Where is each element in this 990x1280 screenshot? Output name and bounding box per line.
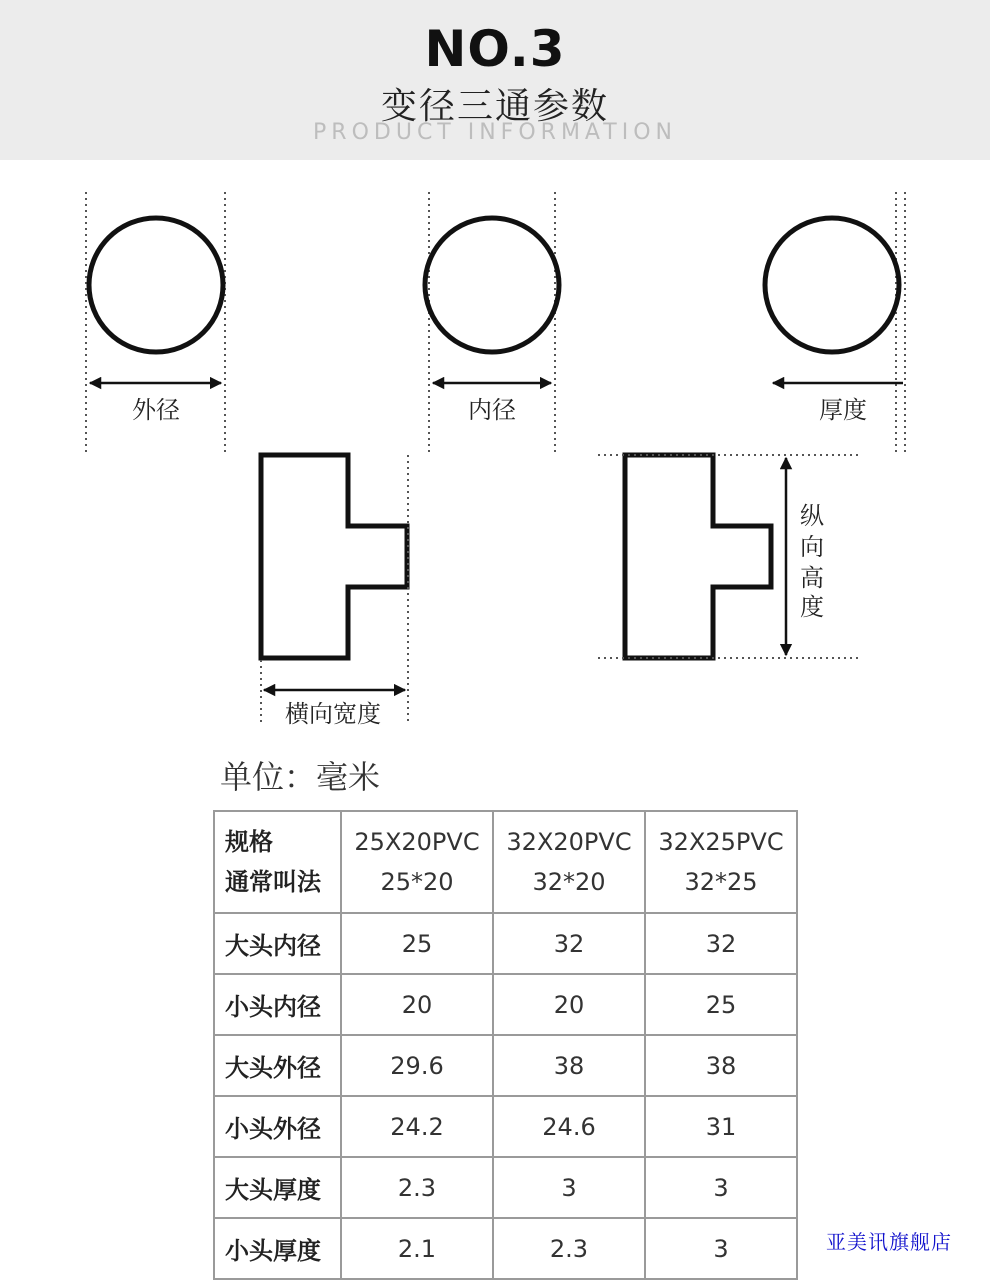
header-col-3-size: 32*25 [684, 868, 758, 896]
header-col-1 [341, 811, 493, 913]
vertical-height-label-3: 高 [800, 564, 824, 592]
header-col-3-model: 32X25PVC [658, 828, 784, 856]
unit-label: 单位：毫米 [220, 758, 381, 796]
header-col-1-model: 25X20PVC [354, 828, 480, 856]
tee-horizontal-width-diagram [261, 455, 408, 728]
table-cell: 3 [645, 1218, 797, 1279]
table-row [214, 1096, 797, 1157]
table-cell: 31 [645, 1096, 797, 1157]
row-label: 大头外径 [214, 1035, 341, 1096]
pipe-circle-inner [425, 218, 559, 352]
table-cell: 24.2 [341, 1096, 493, 1157]
table-cell: 2.3 [493, 1218, 645, 1279]
table-cell: 25 [341, 913, 493, 974]
header-col-2 [493, 811, 645, 913]
vertical-height-label-1: 纵 [800, 502, 824, 530]
table-cell: 38 [493, 1035, 645, 1096]
row-label: 小头内径 [214, 974, 341, 1035]
header-col-3 [645, 811, 797, 913]
table-cell: 38 [645, 1035, 797, 1096]
outer-diameter-diagram [86, 192, 225, 455]
thickness-label: 厚度 [819, 396, 867, 424]
store-watermark: 亚美讯旗舰店 [826, 1230, 952, 1254]
dimension-diagram [0, 160, 990, 740]
row-label: 大头厚度 [214, 1157, 341, 1218]
section-number: NO.3 [424, 20, 566, 78]
horizontal-width-label: 横向宽度 [285, 700, 381, 728]
row-label: 大头内径 [214, 913, 341, 974]
inner-diameter-diagram [425, 192, 559, 455]
header-col-1-size: 25*20 [380, 868, 454, 896]
table-cell: 3 [493, 1157, 645, 1218]
vertical-height-label-2: 向 [800, 533, 824, 561]
table-row [214, 1157, 797, 1218]
header-banner [0, 0, 990, 160]
table-cell: 3 [645, 1157, 797, 1218]
table-row [214, 1035, 797, 1096]
table-row [214, 1218, 797, 1279]
table-cell: 32 [493, 913, 645, 974]
table-cell: 24.6 [493, 1096, 645, 1157]
page-subtitle: PRODUCT INFORMATION [313, 120, 677, 145]
inner-diameter-label: 内径 [468, 396, 516, 424]
row-label: 小头外径 [214, 1096, 341, 1157]
spec-table [213, 810, 798, 1280]
table-row [214, 913, 797, 974]
header-label-spec: 规格 [225, 828, 273, 856]
row-label: 小头厚度 [214, 1218, 341, 1279]
header-row-label [214, 811, 341, 913]
tee-fitting-shape-vertical [625, 455, 771, 658]
table-cell: 2.1 [341, 1218, 493, 1279]
outer-diameter-label: 外径 [132, 396, 180, 424]
table-cell: 20 [493, 974, 645, 1035]
thickness-diagram [765, 192, 905, 455]
vertical-height-label-4: 度 [800, 593, 824, 621]
tee-fitting-shape [261, 455, 407, 658]
page-title: 变径三通参数 [380, 86, 609, 127]
pipe-circle-thickness [765, 218, 899, 352]
header-col-2-model: 32X20PVC [506, 828, 632, 856]
table-cell: 25 [645, 974, 797, 1035]
table-cell: 20 [341, 974, 493, 1035]
pipe-circle-outer [89, 218, 223, 352]
header-label-common: 通常叫法 [225, 868, 321, 896]
header-col-2-size: 32*20 [532, 868, 606, 896]
table-row [214, 974, 797, 1035]
table-cell: 2.3 [341, 1157, 493, 1218]
table-cell: 29.6 [341, 1035, 493, 1096]
table-cell: 32 [645, 913, 797, 974]
table-header-row [214, 811, 797, 913]
